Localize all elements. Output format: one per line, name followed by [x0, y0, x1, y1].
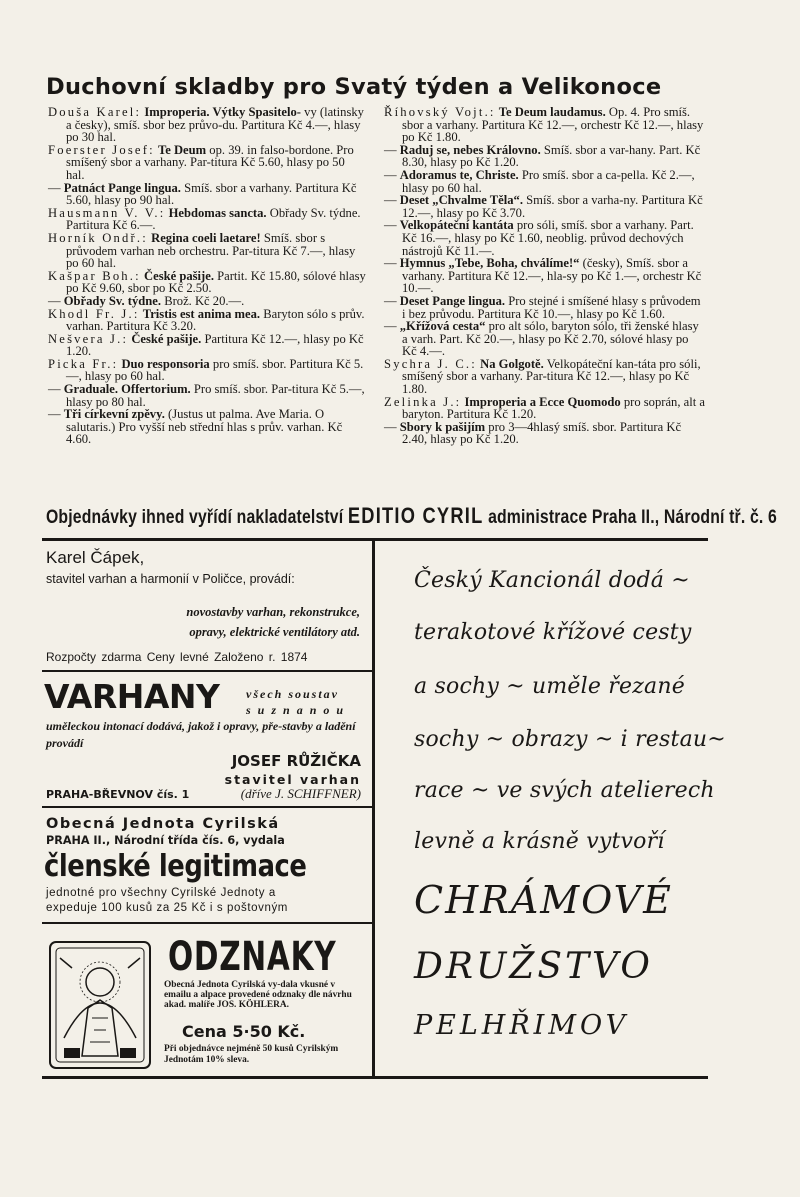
entry-work: Te Deum — [157, 142, 207, 157]
entry-author: Nešvera J.: — [48, 331, 129, 346]
entry-author: — — [48, 293, 61, 308]
orders-publisher: EDITIO CYRIL — [347, 503, 484, 528]
cyrilska-note-2: expeduje 100 kusů za 25 Kč i s poštovným — [46, 902, 288, 914]
entry-author: — — [384, 319, 397, 334]
kancional-caps-2: DRUŽSTVO — [414, 946, 653, 987]
entry-work: Na Golgotě. — [480, 356, 544, 371]
entry-details: pro sóli, smíš. sbor a varhany. Part. Kč 16.—, hlasy po Kč 1.60, neoblig. průvod dechových nástrojů Kč 11.—. — [402, 218, 694, 258]
orders-line — [46, 503, 777, 529]
entry-work: „Křížová cesta“ — [399, 319, 486, 334]
varhany-desc: uměleckou intonací dodává, jakož i opravy, pře-stavby a ladění provádí — [46, 719, 356, 750]
entry-details: Obřady Sv. týdne. Partitura Kč 6.—. — [66, 205, 361, 233]
cyrilska-head: Obecná Jednota Cyrilská — [46, 816, 280, 832]
catalog-entry — [384, 421, 706, 446]
varhany-heading: VARHANY — [44, 677, 220, 716]
entry-work: České pašije. — [144, 268, 214, 283]
catalog-entry — [384, 358, 706, 396]
entry-author: Khodl Fr. J.: — [48, 306, 140, 321]
entry-work: Te Deum laudamus. — [498, 105, 606, 119]
entry-details: pro smíš. sbor. Partitura Kč 5.—, hlasy po 60 hal. — [66, 356, 364, 384]
entry-details: pro alt sólo, baryton sólo, tři ženské hlasy a varh. Part. Kč 20.—, hlasy po Kč 2.70, sólové hlasy po Kč 4.—. — [402, 319, 699, 359]
entry-details: Smíš. sbor a varha-ny. Partitura Kč 12.—, hlasy po Kč 3.70. — [402, 193, 703, 220]
capek-services-2: opravy, elektrické ventilátory atd. — [189, 625, 360, 639]
capek-services-1: novostavby varhan, rekonstrukce, — [186, 605, 360, 619]
entry-author: — — [48, 180, 61, 195]
entry-work: Raduj se, nebes Královno. — [399, 142, 541, 157]
entry-author: — — [384, 142, 397, 157]
capek-line: stavitel varhan a harmonií v Poličce, provádí: — [46, 572, 295, 586]
kancional-line-6: levně a krásně vytvoří — [414, 829, 665, 854]
divider-cyrilska — [42, 922, 372, 924]
catalog-entry — [48, 333, 366, 358]
entry-work: České pašije. — [131, 331, 202, 346]
kancional-line-5: race ~ ve svých atelierech — [414, 778, 715, 803]
varhany-former: (dříve J. SCHIFFNER) — [240, 786, 361, 801]
entry-author: Hausmann V. V.: — [48, 205, 166, 220]
catalog-entry — [384, 396, 706, 421]
catalog-entry — [48, 383, 366, 408]
entry-author: Sychra J. C.: — [384, 356, 477, 371]
capek-name: Karel Čápek, — [46, 548, 145, 567]
catalog-entry — [384, 295, 706, 320]
entry-details: (Justus ut palma. Ave Maria. O salutaris.) Pro vyšší neb střední hlas s prův. varhan. Kč 4.60. — [66, 407, 343, 447]
entry-work: Regina coeli laetare! — [151, 230, 261, 245]
odznaky-price: Cena 5·50 Kč. — [182, 1022, 306, 1041]
entry-author: — — [384, 167, 397, 182]
entry-author: — — [384, 293, 397, 308]
catalog-entry — [384, 320, 706, 358]
kancional-line-1: Český Kancionál dodá ~ — [414, 568, 690, 593]
entry-details: Partit. Kč 15.80, sólové hlasy po Kč 9.60, sbor po Kč 2.50. — [66, 268, 366, 296]
entry-author: — — [384, 218, 397, 233]
entry-details: Pro smíš. sbor. Par-titura Kč 5.—, hlasy po 80 hal. — [66, 382, 365, 409]
entry-details: op. 39. in falso-bordone. Pro smíšený sbor a varhany. Par-titura Kč 5.60, hlasy po 50 hal. — [66, 142, 354, 182]
odznaky-desc: Obecná Jednota Cyrilská vy-dala vkusné v emailu a alpace provedené odznaky dle návrhu akad. malíře JOS. KÖHLERA. — [164, 980, 352, 1011]
divider-top — [42, 538, 708, 541]
entry-author: Picka Fr.: — [48, 356, 119, 371]
varhany-address: PRAHA-BŘEVNOV čís. 1 — [46, 788, 190, 801]
entry-work: Deset Pange lingua. — [399, 293, 506, 308]
catalog-entry — [384, 106, 706, 144]
entry-work: Velkopáteční kantáta — [399, 218, 514, 233]
catalog-entry — [48, 144, 366, 182]
odznaky-discount: Při objednávce nejméně 50 kusů Cyrilským Jednotám 10% sleva. — [164, 1044, 339, 1065]
entry-work: Adoramus te, Christe. — [399, 167, 519, 182]
right-column-entries — [384, 106, 706, 446]
entry-work: Improperia. Výtky Spasitelo- — [144, 105, 301, 119]
entry-author: Kašpar Boh.: — [48, 268, 141, 283]
entry-author: Horník Ondř.: — [48, 230, 148, 245]
entry-author: Foerster Josef: — [48, 142, 155, 157]
catalog-entry — [48, 106, 366, 144]
entry-details: Velkopáteční kan-táta pro sóli, smíšený sbor a varhany. Par-titura Kč 12.—, hlasy po Kč 1.80. — [402, 356, 701, 397]
entry-details: Partitura Kč 12.—, hlasy po Kč 1.20. — [66, 331, 364, 359]
catalog-entry — [48, 182, 366, 207]
entry-details: (česky), Smíš. sbor a varhany. Partitura Kč 12.—, hla-sy po Kč 1.—, orchestr Kč 10.—. — [402, 256, 702, 296]
entry-work: Duo responsoria — [121, 356, 210, 371]
catalog-entry — [48, 207, 366, 232]
divider-bottom — [42, 1076, 708, 1079]
entry-author: Říhovský Vojt.: — [384, 105, 496, 119]
odznaky-heading: ODZNAKY — [168, 934, 337, 980]
catalog-entry — [48, 308, 366, 333]
catalog-entry — [48, 270, 366, 295]
catalog-entry — [48, 232, 366, 270]
catalog-entry — [384, 169, 706, 194]
catalog-entry — [384, 194, 706, 219]
entry-work: Tristis est anima mea. — [142, 306, 261, 321]
entry-author: Douša Karel: — [48, 105, 142, 119]
varhany-side-1: všech soustav — [246, 687, 339, 701]
entry-work: Patnáct Pange lingua. — [63, 180, 181, 195]
kancional-caps-3: PELHŘIMOV — [414, 1010, 630, 1041]
entry-author: — — [384, 193, 397, 208]
catalog-entry — [384, 144, 706, 169]
entry-author: — — [48, 407, 61, 422]
orders-text-2: administrace Praha II., Národní tř. č. 6 — [488, 507, 777, 528]
entry-work: Obřady Sv. týdne. — [63, 293, 162, 308]
entry-work: Improperia a Ecce Quomodo — [464, 394, 621, 409]
varhany-maker: JOSEF RŮŽIČKA — [231, 752, 361, 770]
entry-details: pro soprán, alt a baryton. Partitura Kč 1.20. — [402, 394, 705, 422]
varhany-side — [246, 686, 345, 718]
capek-footer: Rozpočty zdarma Ceny levné Založeno r. 1874 — [46, 650, 308, 664]
varhany-side-2: s u z n a n o u — [246, 703, 346, 717]
divider-center — [372, 538, 375, 1078]
entry-author: — — [384, 419, 397, 434]
entry-details: Smíš. sbor a varhany. Partitura Kč 5.60, hlasy po 90 hal. — [66, 180, 357, 208]
capek-services — [60, 602, 360, 642]
entry-work: Hebdomas sancta. — [168, 205, 267, 220]
entry-work: Graduale. Offertorium. — [63, 382, 191, 397]
cyrilska-note-1: jednotné pro všechny Cyrilské Jednoty a — [46, 887, 276, 899]
divider-varhany — [42, 806, 372, 808]
kancional-line-4: sochy ~ obrazy ~ i restau~ — [414, 727, 726, 752]
entry-details: Pro stejné i smíšené hlasy s průvodem i bez průvodu. Partitura Kč 10.—, hlasy po Kč 1.60. — [402, 293, 701, 321]
varhany-maker-role: stavitel varhan — [224, 772, 361, 787]
entry-details: Pro smíš. sbor a ca-pella. Kč 2.—, hlasy po 60 hal. — [402, 167, 695, 195]
catalog-entry — [48, 408, 366, 446]
entry-author: — — [384, 256, 397, 271]
entry-work: Deset „Chvalme Těla“. — [399, 193, 523, 208]
entry-author: Zelinka J.: — [384, 394, 462, 409]
entry-details: Smíš. sbor s průvodem varhan neb orchestru. Par-titura Kč 7.—, hlasy po 60 hal. — [66, 230, 356, 271]
catalog-entry — [384, 257, 706, 295]
entry-author: — — [48, 382, 61, 397]
orders-text-1: Objednávky ihned vyřídí nakladatelství — [46, 507, 344, 528]
entry-work: Sbory k pašijím — [399, 419, 486, 434]
kancional-line-3: a sochy ~ uměle řezané — [414, 674, 685, 699]
entry-details: Brož. Kč 20.—. — [164, 293, 245, 308]
page-title: Duchovní skladby pro Svatý týden a Velikonoce — [46, 74, 662, 100]
entry-work: Tři církevní zpěvy. — [63, 407, 165, 422]
divider-capek — [42, 670, 372, 672]
entry-details: Op. 4. Pro smíš. sbor a varhany. Partitura Kč 12.—, orchestr Kč 12.—, hlasy po Kč 1.80. — [402, 105, 704, 145]
left-column-entries — [48, 106, 366, 446]
kancional-line-2: terakotové křížové cesty — [414, 620, 692, 645]
kancional-caps-1: CHRÁMOVÉ — [414, 878, 673, 922]
cyrilska-legitimace: členské legitimace — [44, 849, 307, 884]
entry-details: Baryton sólo s prův. varhan. Partitura Kč 3.20. — [66, 306, 365, 334]
badge-emblem-icon — [44, 938, 156, 1072]
entry-details: Smíš. sbor a var-hany. Part. Kč 8.30, hlasy po Kč 1.20. — [402, 142, 701, 170]
entry-work: Hymnus „Tebe, Boha, chválíme!“ — [399, 256, 580, 271]
cyrilska-address: PRAHA II., Národní třída čís. 6, vydala — [46, 834, 285, 847]
entry-details: pro 3—4hlasý smíš. sbor. Partitura Kč 2.40, hlasy po Kč 1.20. — [402, 419, 682, 447]
entry-details: vy (latinsky a česky), smíš. sbor bez průvo-du. Partitura Kč 4.—, hlasy po 30 hal. — [66, 105, 364, 145]
catalog-entry — [384, 219, 706, 257]
catalog-entry — [48, 358, 366, 383]
